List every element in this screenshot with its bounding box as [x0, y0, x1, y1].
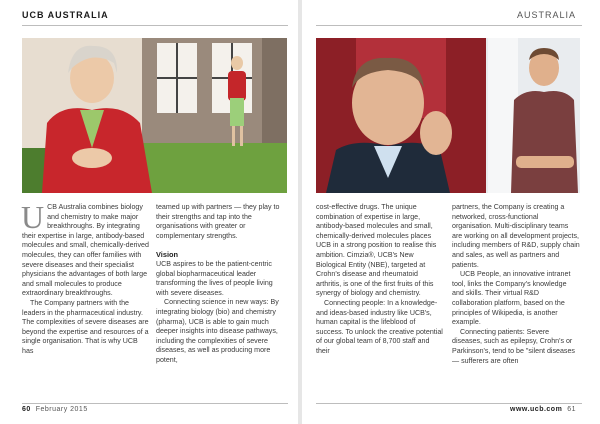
col4-paragraph-2: UCB People, an innovative intranet tool, links the Company's knowledge and skills. Their virtual R&D collaboration platform, based on the principles of Wikipedia, is another example. — [452, 270, 571, 327]
col2-paragraph-1: teamed up with partners — they play to their strengths and tap into the organisations with greater or complementary strengths. — [156, 203, 280, 240]
photo-woman — [22, 38, 287, 193]
col3-paragraph-2: Connecting people: In a knowledge- and ideas-based industry like UCB's, human capital is the lifeblood of success. To unlock the creative potential of our global team of 8,700 staff and their — [316, 298, 443, 355]
header-left-title: UCB AUSTRALIA — [22, 10, 109, 20]
col2-paragraph-2: UCB aspires to be the patient-centric global biopharmaceutical leader transforming the lives of people living with severe diseases. — [156, 259, 273, 297]
col4-paragraph-3: Connecting patients: Severe diseases, such as epilepsy, Crohn's or Parkinson's, tend to be "silent diseases — sufferers are often — [452, 327, 575, 365]
website-url: www.ucb.com — [510, 406, 563, 413]
right-page — [302, 0, 600, 424]
col1-paragraph-2: The Company partners with the leaders in the pharmaceutical industry. The complexities of severe diseases are beyond the expertise and resources of a single organisation. That is why UCB has — [22, 298, 149, 355]
page-number-left: 60 — [22, 406, 31, 413]
header-right-title: AUSTRALIA — [516, 10, 576, 20]
page-number-right: 61 — [567, 406, 576, 413]
column-2 — [156, 203, 284, 366]
photo-men — [316, 38, 580, 193]
footer-right — [510, 406, 576, 413]
header-rule-right — [316, 25, 582, 26]
issue-date: February 2015 — [35, 406, 88, 413]
col3-paragraph-1: cost-effective drugs. The unique combination of expertise in large, antibody-based molecules and small, chemically-derived molecules places UCB in a strong position to realise this ambition. Cimzia®, UCB's New Biological Entity (NBE), targeted at Crohn's disease and rheumatoid arthritis, is one of the first fruits of this synergy of biology and chemistry. — [316, 203, 437, 298]
col2-paragraph-3: Connecting science in new ways: By integrating biology (bio) and chemistry (pharma), UCB is able to gain much deeper insights into disease pathways, including the complexities of severe diseases, as well as producing more potent, — [156, 298, 279, 364]
vision-heading: Vision — [156, 250, 179, 260]
left-page — [0, 0, 298, 424]
footer-rule — [22, 403, 288, 404]
photo-woman-illustration — [22, 38, 287, 193]
photo-men-illustration — [316, 38, 580, 193]
column-3 — [316, 203, 444, 357]
drop-cap: U — [21, 199, 45, 235]
col1-paragraph-1: CB Australia combines biology and chemistry to make major breakthroughs. By integrating their expertise in large, antibody-based molecules and small, chemically-derived molecules, they can offer families with severe diseases and their specialist physicians the advantages of both large and small molecules to produce extraordinary breakthroughs. — [22, 203, 149, 298]
footer-left — [22, 406, 88, 413]
col4-paragraph-1: partners, the Company is creating a networked, cross-functional organisation. Multi-disciplinary teams are working on all development projects, including members of R&D, supply chain and sales, as well as partners and patients. — [452, 203, 580, 269]
footer-rule-right — [316, 403, 582, 404]
header-rule — [22, 25, 288, 26]
column-4 — [452, 203, 580, 366]
column-1 — [21, 199, 150, 357]
